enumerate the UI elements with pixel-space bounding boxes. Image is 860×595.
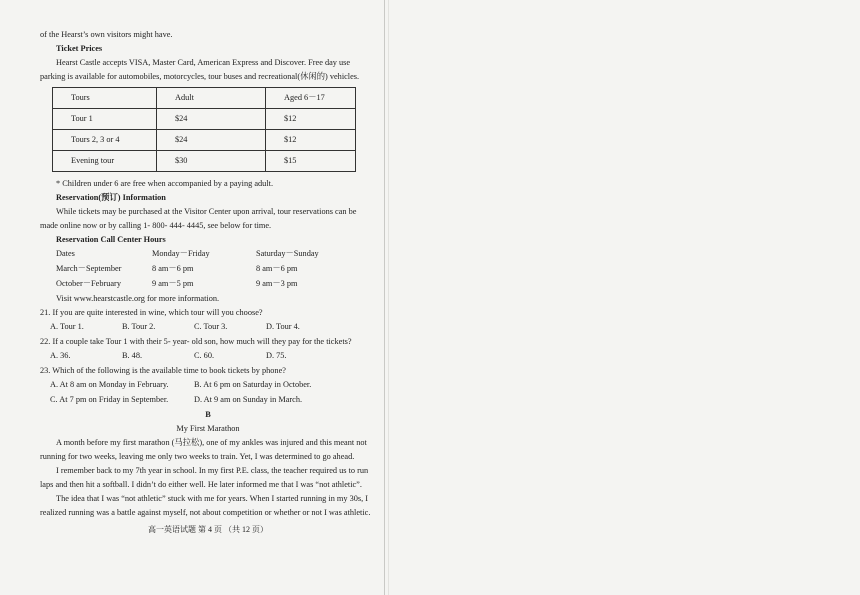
question-22-options	[40, 349, 376, 364]
table-header-cell: Aged 6－17	[266, 88, 356, 109]
table-header-cell: Tours	[53, 88, 157, 109]
page-fold-shadow	[388, 0, 389, 595]
page-footer: 高一英语试题 第 4 页 （共 12 页）	[148, 525, 268, 534]
question-21-options	[40, 320, 376, 335]
intro-line: of the Hearst’s own visitors might have.	[40, 30, 173, 39]
question-23-options-row1	[40, 378, 376, 393]
question-23-options-row2	[40, 393, 376, 408]
option: A. At 8 am on Monday in February.	[50, 380, 169, 389]
section-letter: B	[205, 410, 211, 419]
ticket-price-table	[52, 87, 356, 172]
table-cell: $15	[266, 151, 356, 172]
table-cell: $24	[157, 109, 266, 130]
passage-paragraph-3: The idea that I was “not athletic” stuck with me for years. When I started running in my 30s, I realized running was a battle against myself, not about competition or whether or not I was athletic.	[40, 494, 371, 517]
hours-cell: Dates	[56, 249, 75, 258]
table-cell: Evening tour	[53, 151, 157, 172]
hours-cell: March－September	[56, 264, 122, 273]
option: C. At 7 pm on Friday in September.	[50, 395, 169, 404]
hours-cell: 8 am－6 pm	[152, 264, 194, 273]
table-cell: $30	[157, 151, 266, 172]
table-cell: Tours 2, 3 or 4	[53, 130, 157, 151]
table-cell: $24	[157, 130, 266, 151]
option: D. 75.	[266, 351, 287, 360]
passage-title: My First Marathon	[176, 424, 240, 433]
table-cell: Tour 1	[53, 109, 157, 130]
call-center-heading: Reservation Call Center Hours	[56, 235, 166, 244]
question-23: 23. Which of the following is the available time to book tickets by phone?	[40, 366, 286, 375]
hours-row	[56, 247, 376, 262]
hours-cell: 8 am－6 pm	[256, 264, 298, 273]
hours-row	[56, 277, 376, 292]
option: A. 36.	[50, 351, 71, 360]
option: B. Tour 2.	[122, 322, 156, 331]
reservation-heading: Reservation(预订) Information	[56, 193, 166, 202]
hours-cell: Saturday－Sunday	[256, 249, 319, 258]
hours-cell: October－February	[56, 279, 121, 288]
table-header-cell: Adult	[157, 88, 266, 109]
table-row	[53, 151, 356, 172]
option: B. 48.	[122, 351, 143, 360]
ticket-paragraph: Hearst Castle accepts VISA, Master Card, American Express and Discover. Free day use parking is available for automobiles, motorcycles, tour buses and recreational(休闲的) vehicles.	[40, 58, 360, 81]
table-header-row	[53, 88, 356, 109]
hours-cell: 9 am－3 pm	[256, 279, 298, 288]
page-fold-line	[384, 0, 385, 595]
hours-cell: 9 am－5 pm	[152, 279, 194, 288]
hours-cell: Monday－Friday	[152, 249, 210, 258]
table-row	[53, 109, 356, 130]
table-cell: $12	[266, 130, 356, 151]
passage-paragraph-2: I remember back to my 7th year in school. In my first P.E. class, the teacher required us to run laps and then hit a softball. I didn’t do either well. He later informed me that I was “not athletic”.	[40, 466, 369, 489]
ticket-heading: Ticket Prices	[56, 44, 103, 53]
passage-paragraph-1: A month before my first marathon (马拉松), one of my ankles was injured and this meant not running for two weeks, leaving me only two weeks to train. Yet, I was determined to go ahead.	[40, 438, 367, 461]
option: A. Tour 1.	[50, 322, 84, 331]
question-22: 22. If a couple take Tour 1 with their 5- year- old son, how much will they pay for the tickets?	[40, 337, 352, 346]
table-cell: $12	[266, 109, 356, 130]
option: D. At 9 am on Sunday in March.	[194, 395, 303, 404]
option: D. Tour 4.	[266, 322, 300, 331]
option: B. At 6 pm on Saturday in October.	[194, 380, 312, 389]
reservation-paragraph: While tickets may be purchased at the Visitor Center upon arrival, tour reservations can be made online now or by calling 1- 800- 444- 4445, see below for time.	[40, 207, 357, 230]
children-note: * Children under 6 are free when accompanied by a paying adult.	[56, 179, 274, 188]
visit-line: Visit www.hearstcastle.org for more information.	[56, 294, 220, 303]
option: C. Tour 3.	[194, 322, 228, 331]
call-center-hours	[56, 247, 376, 292]
option: C. 60.	[194, 351, 215, 360]
table-row	[53, 130, 356, 151]
question-21: 21. If you are quite interested in wine, which tour will you choose?	[40, 308, 263, 317]
hours-row	[56, 262, 376, 277]
left-column	[40, 28, 376, 537]
